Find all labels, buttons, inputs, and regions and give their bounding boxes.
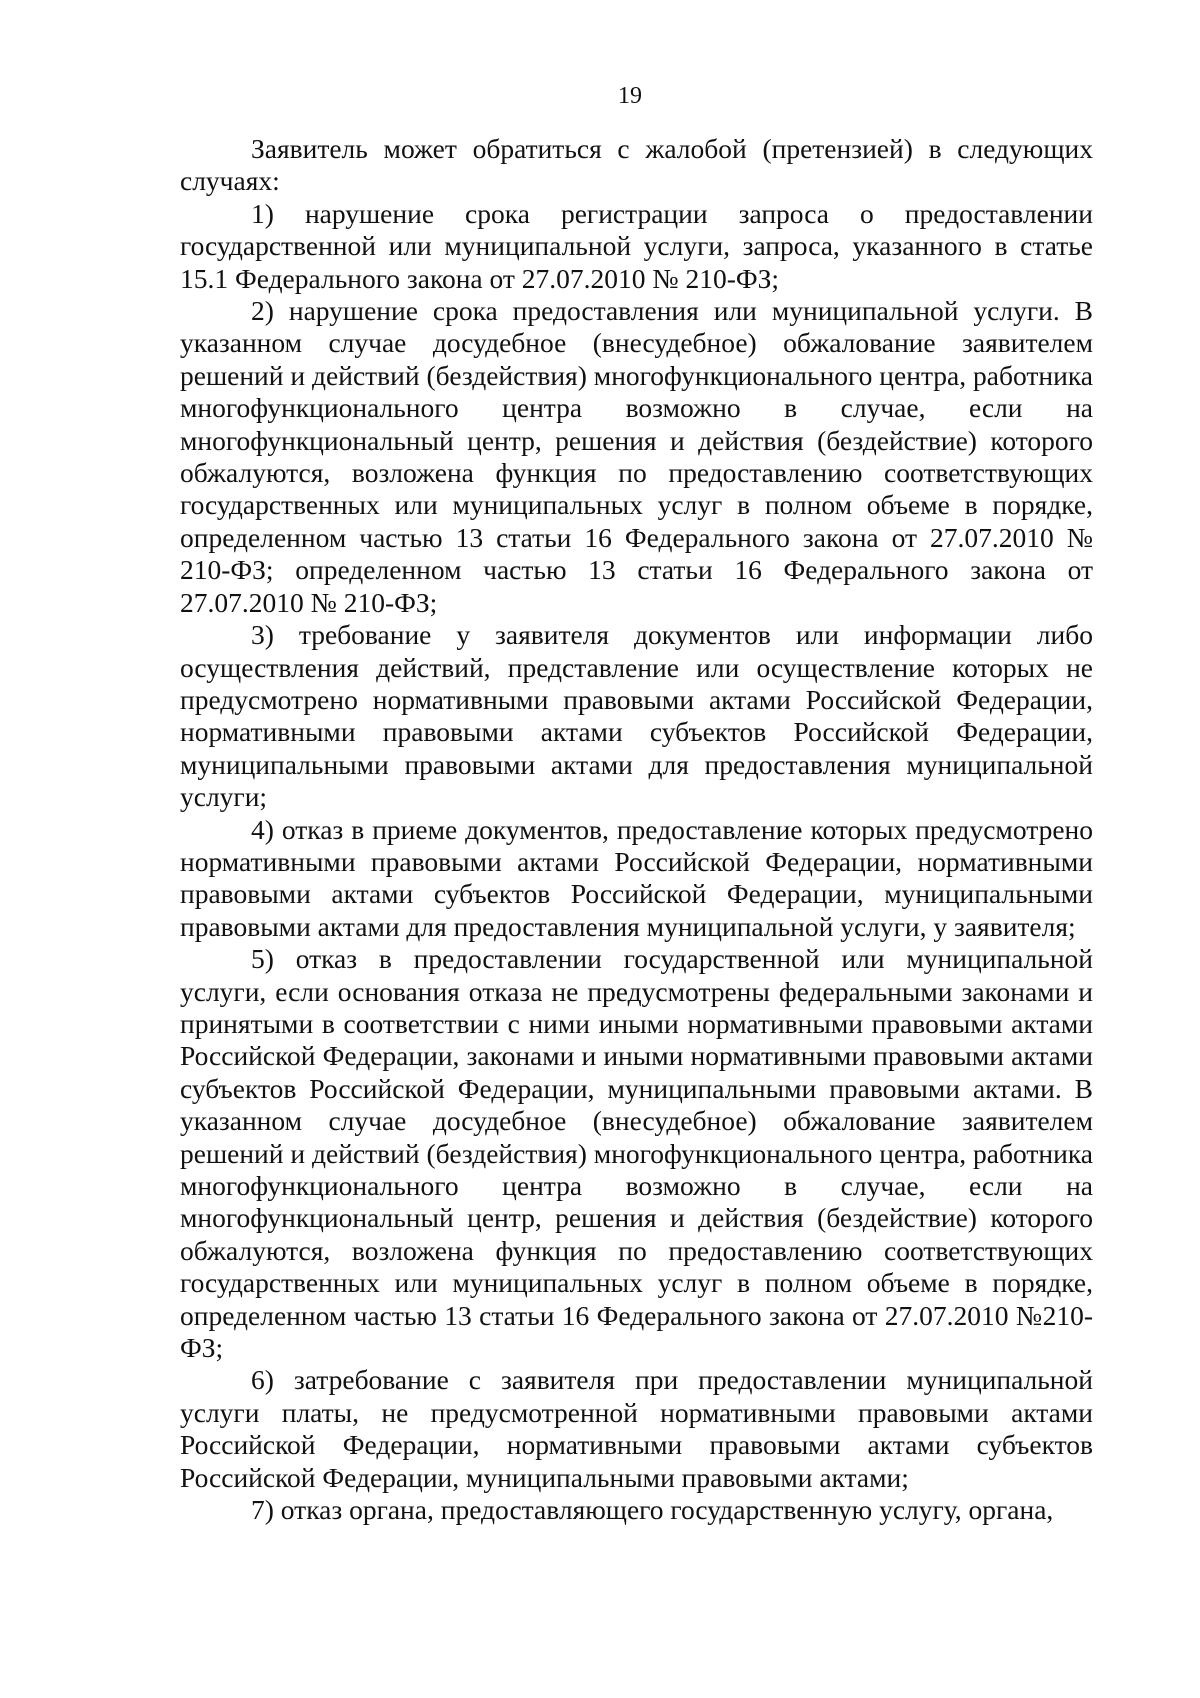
paragraph-item-1: 1) нарушение срока регистрации запроса о предоставлении государственной или муниципальной услуги, запроса, указанного в статье 15.1 Федерального закона от 27.07.2010 № 210-ФЗ; xyxy=(180,197,1093,294)
paragraph-item-5: 5) отказ в предоставлении государственной или муниципальной услуги, если основания отказа не предусмотрены федеральными законами и принятыми в соответствии с ними иными нормативными правовыми актами Российской Федерации, законами и иными нормативными правовыми актами субъектов Российской Федерации, муниципальными правовыми актами. В указанном случае досудебное (внесудебное) обжалование заявителем решений и действий (бездействия) многофункционального центра, работника многофункционального центра возможно в случае, если на многофункциональный центр, решения и действия (бездействие) которого обжалуются, возложена функция по предоставлению соответствующих государственных или муниципальных услуг в полном объеме в порядке, определенном частью 13 статьи 16 Федерального закона от 27.07.2010 №210-ФЗ; xyxy=(180,943,1093,1364)
document-body xyxy=(180,133,1093,1526)
page-number: 19 xyxy=(618,83,642,109)
paragraph-item-6: 6) затребование с заявителя при предоставлении муниципальной услуги платы, не предусмотренной нормативными правовыми актами Российской Федерации, нормативными правовыми актами субъектов Российской Федерации, муниципальными правовыми актами; xyxy=(180,1364,1093,1493)
paragraph-item-3: 3) требование у заявителя документов или информации либо осуществления действий, представление или осуществление которых не предусмотрено нормативными правовыми актами Российской Федерации, нормативными правовыми актами субъектов Российской Федерации, муниципальными правовыми актами для предоставления муниципальной услуги; xyxy=(180,619,1093,813)
paragraph-intro: Заявитель может обратиться с жалобой (претензией) в следующих случаях: xyxy=(180,133,1093,197)
paragraph-item-2: 2) нарушение срока предоставления или муниципальной услуги. В указанном случае досудебное (внесудебное) обжалование заявителем решений и действий (бездействия) многофункционального центра, работника многофункционального центра возможно в случае, если на многофункциональный центр, решения и действия (бездействие) которого обжалуются, возложена функция по предоставлению соответствующих государственных или муниципальных услуг в полном объеме в порядке, определенном частью 13 статьи 16 Федерального закона от 27.07.2010 № 210-ФЗ; определенном частью 13 статьи 16 Федерального закона от 27.07.2010 № 210-ФЗ; xyxy=(180,295,1093,618)
paragraph-item-4: 4) отказ в приеме документов, предоставление которых предусмотрено нормативными правовыми актами Российской Федерации, нормативными правовыми актами субъектов Российской Федерации, муниципальными правовыми актами для предоставления муниципальной услуги, у заявителя; xyxy=(180,813,1093,942)
paragraph-item-7: 7) отказ органа, предоставляющего государственную услугу, органа, xyxy=(251,1494,1054,1526)
